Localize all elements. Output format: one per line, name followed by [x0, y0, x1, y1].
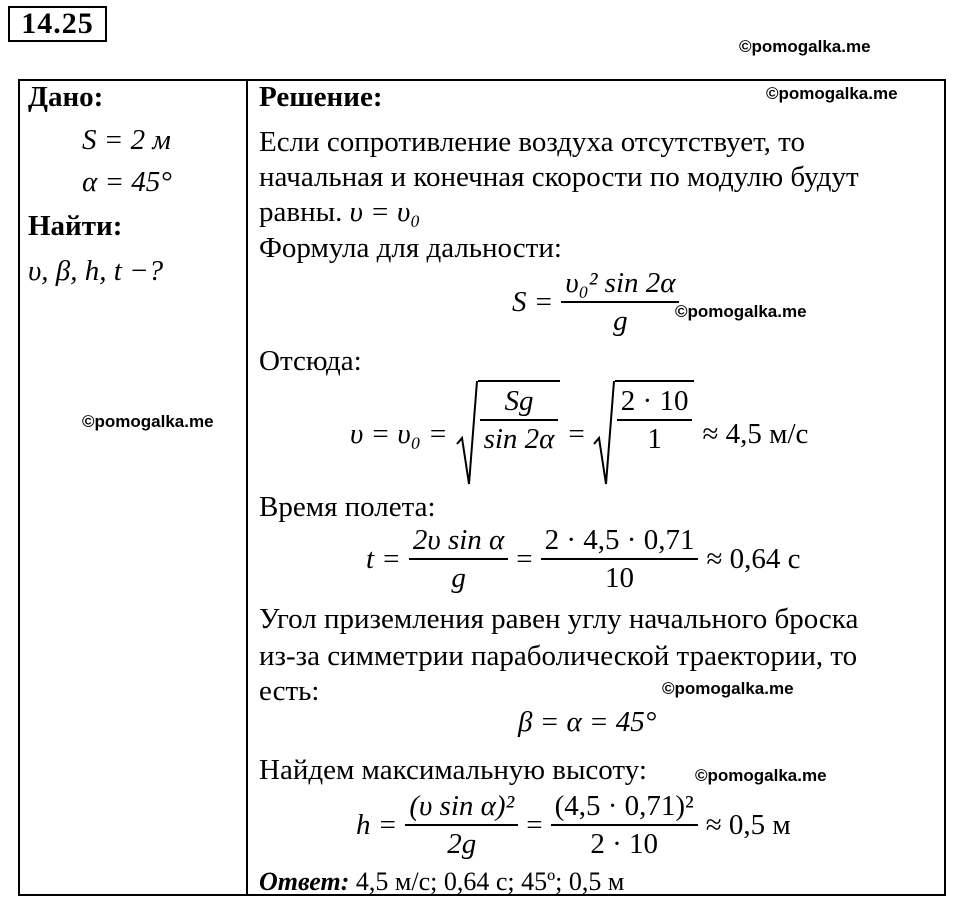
- time-formula: t = $\frac{\text{2υ sin α}}{g}$ = $\frac{2 \cdot 4,5 \cdot 0,71}{10}$ ≈ 0,64 с: [366, 524, 801, 594]
- watermark: ©pomogalka.me: [82, 412, 214, 431]
- given-distance: S = 2 м: [82, 124, 171, 156]
- given-angle: α = 45°: [82, 166, 172, 198]
- sqrt-sign: $\frac{2 \cdot 10}{1}$: [593, 380, 695, 488]
- watermark: ©pomogalka.me: [675, 302, 807, 321]
- text-line: равны. υ = υ₀: [259, 196, 421, 228]
- sqrt-sign: $\frac{Sg}{\sin 2\alpha}$: [456, 380, 561, 488]
- text-line: Если сопротивление воздуха отсутствует, то: [259, 126, 805, 158]
- speed-formula: υ = υ₀ = $\frac{Sg}{\sin 2\alpha}$ = $\frac{2 \cdot 10}{1}$ ≈ 4,5 м/с: [350, 380, 808, 488]
- watermark: ©pomogalka.me: [766, 84, 898, 103]
- text-line: Найдем максимальную высоту:: [259, 754, 647, 786]
- text-line: Формула для дальности:: [259, 232, 562, 264]
- watermark: ©pomogalka.me: [739, 37, 871, 56]
- fraction: $\frac{\text{υ₀² sin 2α}}{g}$: [561, 266, 679, 338]
- text-line: Отсюда:: [259, 345, 362, 377]
- solution-heading: Решение:: [259, 81, 383, 113]
- text-line: есть:: [259, 675, 320, 707]
- text-line: Угол приземления равен углу начального броска: [259, 603, 859, 635]
- find-unknowns: υ, β, h, t −?: [28, 255, 164, 287]
- text-line: Время полета:: [259, 491, 436, 523]
- text-line: начальная и конечная скорости по модулю будут: [259, 161, 859, 193]
- height-formula: h = $\frac{\text{(υ sin α)²}}{2g}$ = $\frac{\text{(4,5 · 0,71)²}}{2 \cdot 10}$ ≈ 0,5 м: [356, 790, 791, 860]
- text-line: из-за симметрии параболической траектории, то: [259, 640, 858, 672]
- watermark: ©pomogalka.me: [695, 766, 827, 785]
- angle-formula: β = α = 45°: [518, 706, 657, 738]
- answer-line: Ответ: 4,5 м/с; 0,64 с; 45º; 0,5 м: [259, 867, 625, 896]
- find-heading: Найти:: [28, 210, 123, 242]
- given-heading: Дано:: [28, 81, 104, 113]
- watermark: ©pomogalka.me: [662, 679, 794, 698]
- column-divider: [246, 79, 248, 896]
- problem-number: 14.25: [8, 6, 107, 42]
- range-formula: S = $\frac{\text{υ₀² sin 2α}}{g}$: [512, 266, 679, 338]
